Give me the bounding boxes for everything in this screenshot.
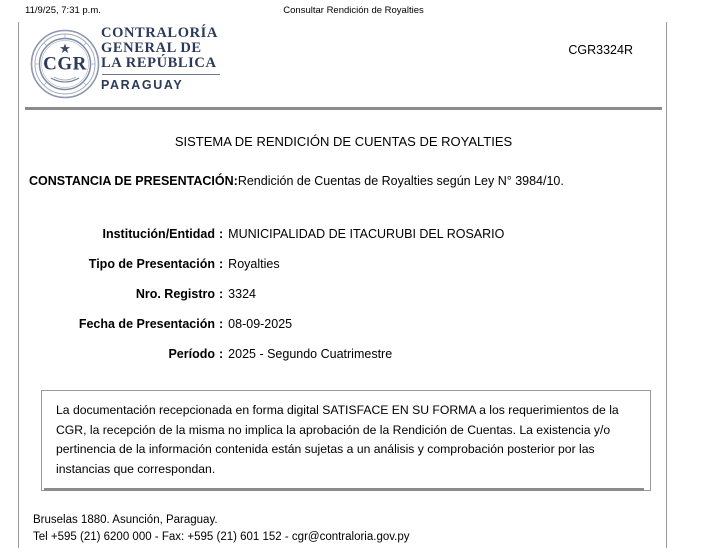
field-label: Tipo de Presentación bbox=[88, 257, 215, 271]
field-row-institucion bbox=[19, 227, 668, 257]
notice-text: La documentación recepcionada en forma digital SATISFACE EN SU FORMA a los requerimientos de la CGR, la recepción de la misma no implica la aprobación de la Rendición de Cuentas. La existencia y/o pertinencia de la información contenida están sujetas a un análisis y comprobación posterior por las instancias que correspondan. bbox=[56, 403, 619, 476]
brand-line-2: GENERAL DE bbox=[101, 40, 202, 56]
brand-line-3: LA REPÚBLICA bbox=[101, 55, 217, 71]
footer bbox=[33, 512, 410, 546]
brand-wordmark bbox=[101, 26, 321, 92]
field-separator: : bbox=[219, 317, 224, 331]
footer-address: Bruselas 1880. Asunción, Paraguay. bbox=[33, 514, 218, 526]
footer-contact: Tel +595 (21) 6200 000 - Fax: +595 (21) 601 152 - cgr@contraloria.gov.py bbox=[33, 531, 410, 543]
notice-box bbox=[41, 390, 651, 491]
field-value: Royalties bbox=[228, 257, 280, 271]
footer-divider bbox=[44, 488, 644, 491]
field-label: Fecha de Presentación bbox=[78, 317, 215, 331]
brand-line-1: CONTRALORÍA bbox=[101, 25, 218, 41]
print-timestamp: 11/9/25, 7:31 p.m. bbox=[25, 5, 101, 16]
constancia-label: CONSTANCIA DE PRESENTACIÓN: bbox=[29, 174, 238, 188]
field-row-fecha-presentacion bbox=[19, 317, 668, 347]
field-separator: : bbox=[219, 347, 224, 361]
field-row-periodo bbox=[19, 347, 668, 377]
field-label: Nro. Registro bbox=[135, 287, 215, 301]
system-title: SISTEMA DE RENDICIÓN DE CUENTAS DE ROYALTIES bbox=[174, 134, 513, 149]
constancia-text: Rendición de Cuentas de Royalties según Ley N° 3984/10. bbox=[237, 174, 564, 188]
field-value: 08-09-2025 bbox=[228, 317, 293, 331]
field-separator: : bbox=[219, 287, 224, 301]
field-value: 3324 bbox=[228, 287, 256, 301]
svg-text:CGR: CGR bbox=[43, 53, 87, 75]
field-row-tipo-presentacion bbox=[19, 257, 668, 287]
document-sheet bbox=[18, 22, 667, 548]
document-code: CGR3324R bbox=[568, 43, 633, 57]
print-header bbox=[0, 0, 707, 22]
field-value: MUNICIPALIDAD DE ITACURUBI DEL ROSARIO bbox=[228, 227, 505, 241]
cgr-seal-icon bbox=[29, 28, 101, 100]
header-divider bbox=[25, 107, 662, 110]
field-separator: : bbox=[219, 227, 224, 241]
field-separator: : bbox=[219, 257, 224, 271]
letterhead bbox=[19, 22, 666, 104]
field-value: 2025 - Segundo Cuatrimestre bbox=[228, 347, 393, 361]
brand-country: PARAGUAY bbox=[101, 78, 184, 92]
print-page-title: Consultar Rendición de Royalties bbox=[283, 5, 424, 16]
field-row-nro-registro bbox=[19, 287, 668, 317]
field-list bbox=[19, 227, 668, 377]
brand-divider bbox=[102, 74, 220, 75]
constancia-line bbox=[29, 174, 564, 188]
field-label: Período bbox=[168, 347, 215, 361]
field-label: Institución/Entidad bbox=[102, 227, 215, 241]
